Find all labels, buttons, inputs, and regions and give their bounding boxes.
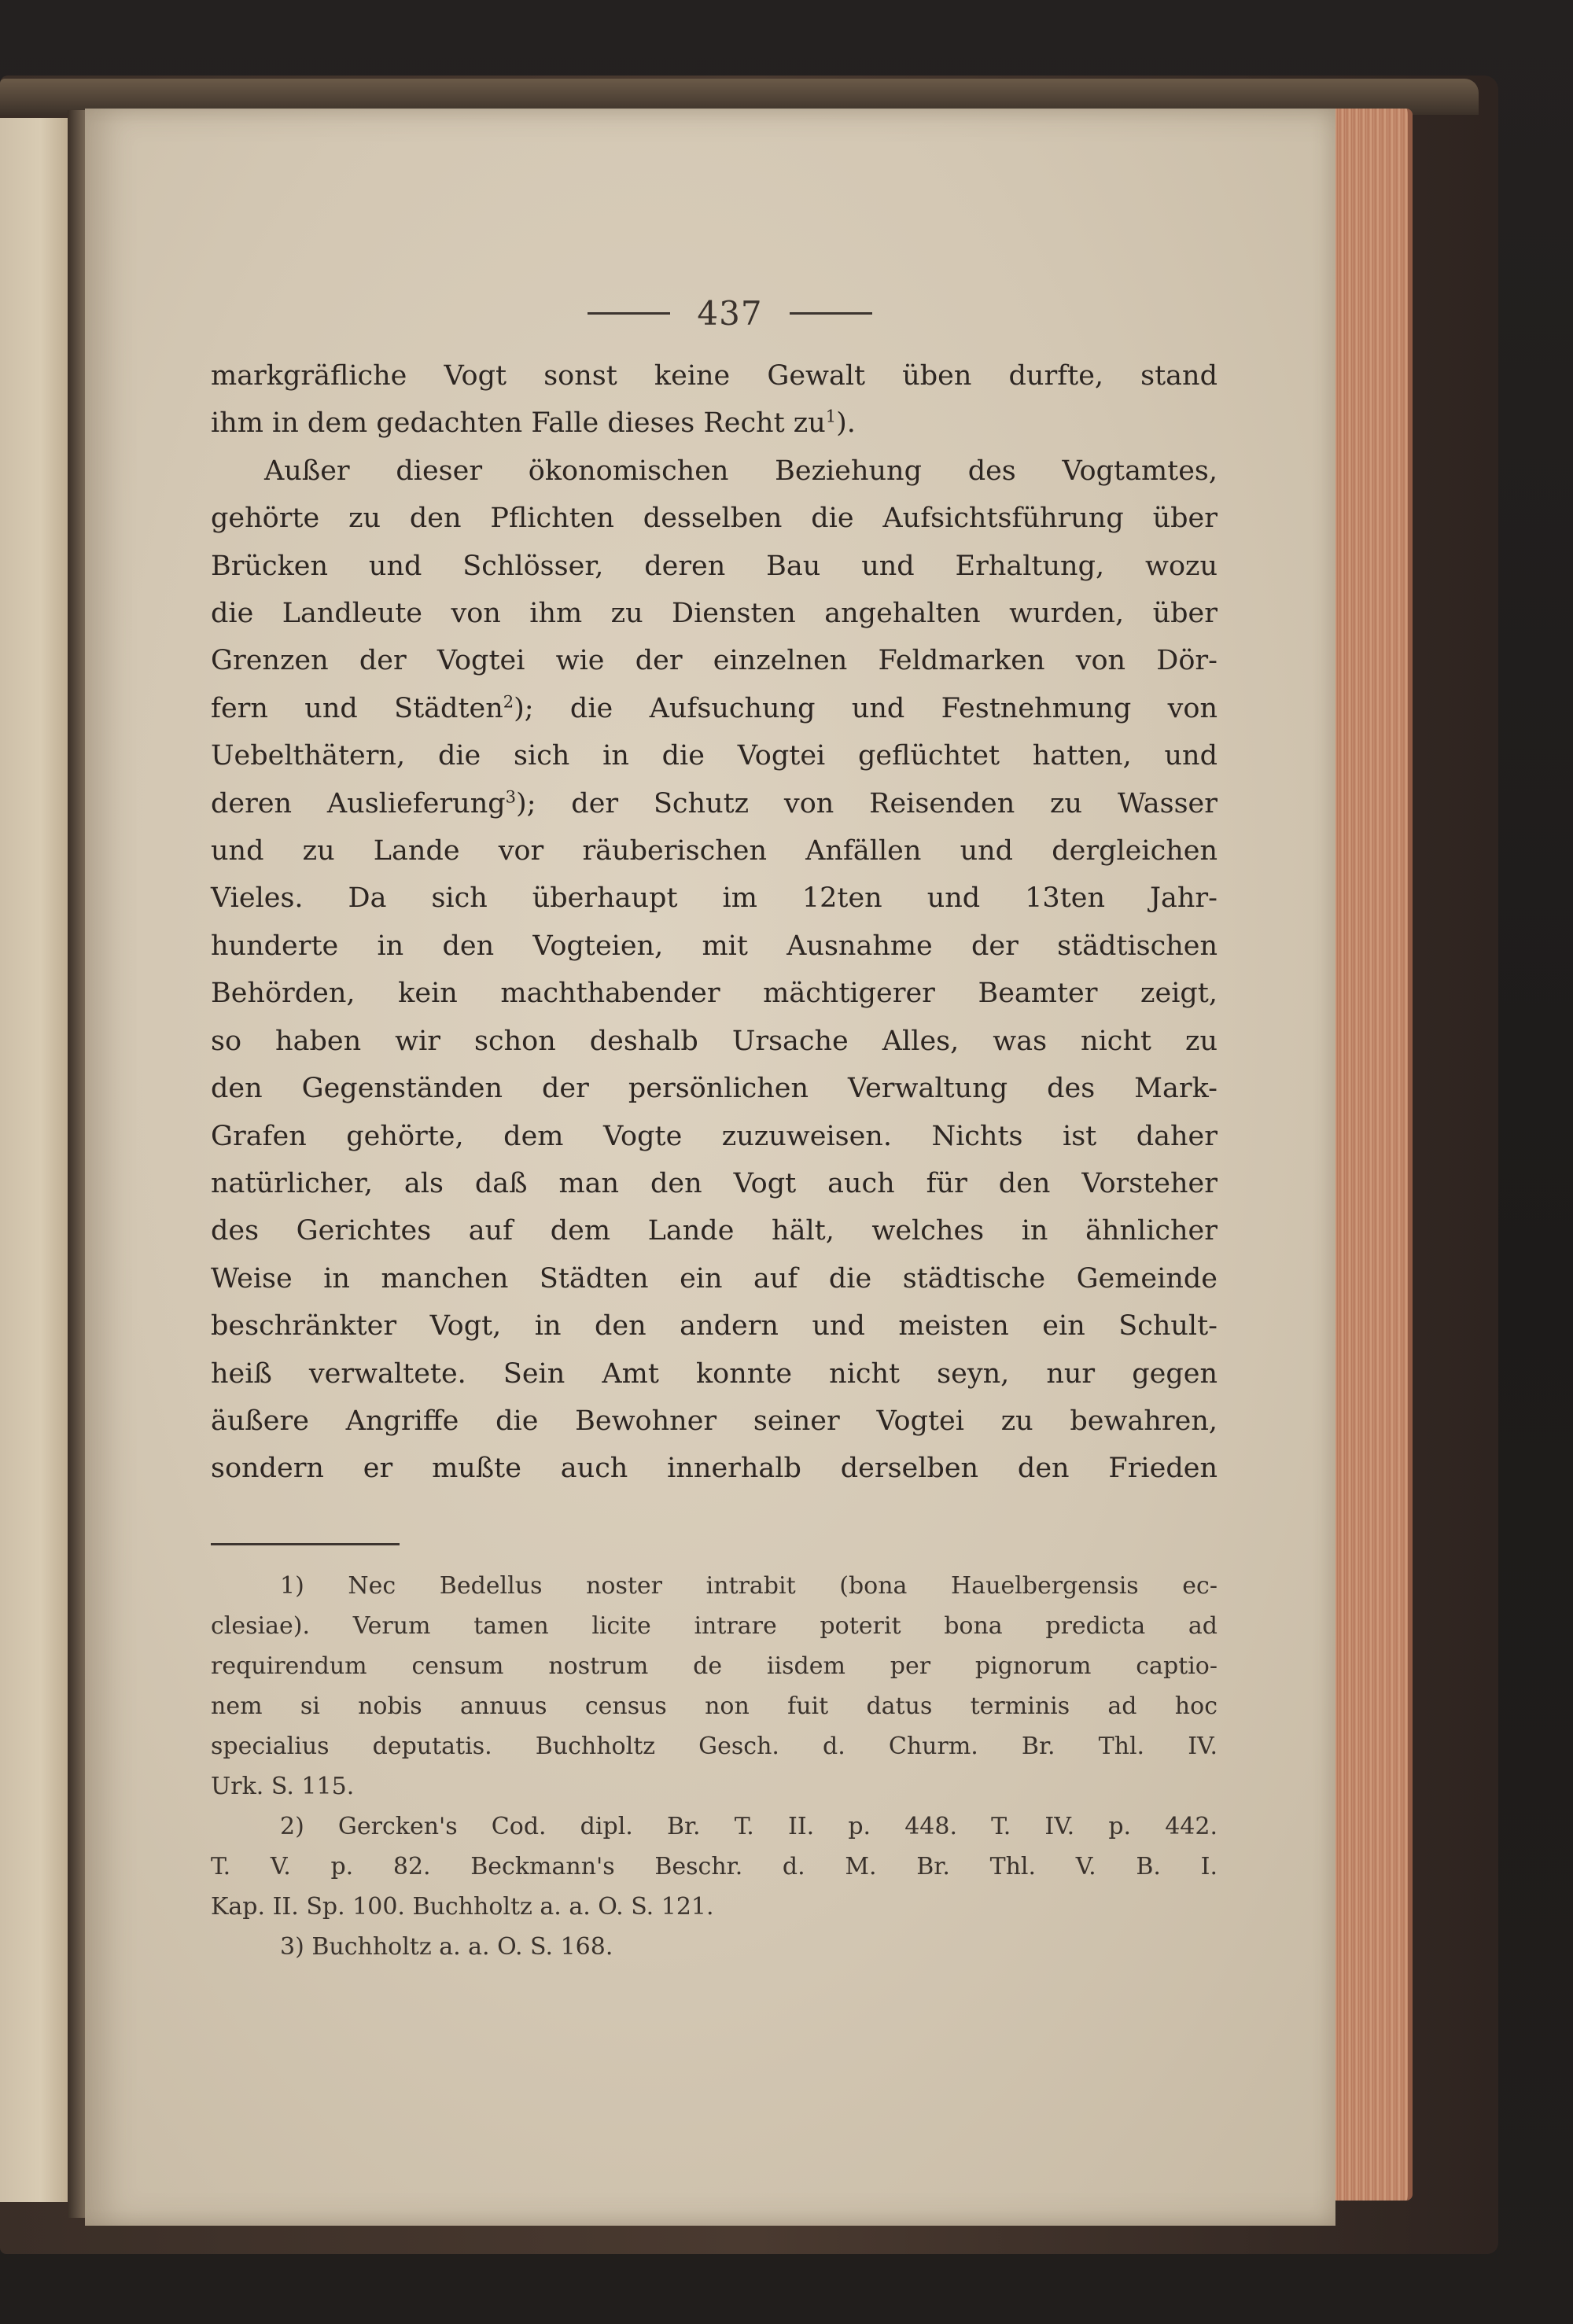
body-line-text: Uebelthätern, die sich in die Vogtei geflüchtet hatten, und	[211, 740, 1218, 772]
body-line-text: Grafen gehörte, dem Vogte zuzuweisen. Nichts ist daher	[211, 1120, 1218, 1152]
footnote-ref: 2	[503, 692, 514, 712]
footnote-line: clesiae). Verum tamen licite intrare poterit bona predicta ad	[211, 1611, 1218, 1640]
body-line	[211, 1207, 1218, 1254]
body-line-text: und zu Lande vor räuberischen Anfällen und dergleichen	[211, 835, 1218, 867]
body-line-text: Weise in manchen Städten ein auf die städtische Gemeinde	[211, 1262, 1218, 1295]
page-number: 437	[697, 293, 763, 333]
body-line-tail: ).	[836, 407, 856, 440]
body-line	[211, 1018, 1218, 1065]
body-line-text: so haben wir schon deshalb Ursache Alles, was nicht zu	[211, 1025, 1218, 1057]
body-line	[211, 685, 1218, 732]
footnote-line: 2) Gercken's Cod. dipl. Br. T. II. p. 448. T. IV. p. 442.	[280, 1812, 1218, 1840]
body-line	[211, 1398, 1218, 1445]
page-content	[211, 274, 1218, 1967]
body-line	[211, 780, 1218, 827]
footnote-line: 1) Nec Bedellus noster intrabit (bona Hauelbergensis ec-	[280, 1571, 1218, 1600]
left-page-edge	[0, 118, 71, 2202]
body-line-text: natürlicher, als daß man den Vogt auch für den Vorsteher	[211, 1167, 1218, 1199]
footnote-line: requirendum censum nostrum de iisdem per pignorum captio-	[211, 1652, 1218, 1680]
body-line-text: den Gegenständen der persönlichen Verwaltung des Mark-	[211, 1073, 1218, 1105]
body-line-text: Außer dieser ökonomischen Beziehung des Vogtamtes,	[264, 455, 1218, 487]
body-line-text: sondern er mußte auch innerhalb derselben den Frieden	[211, 1453, 1218, 1485]
page-header	[242, 274, 1218, 352]
footnote-line: 3) Buchholtz a. a. O. S. 168.	[280, 1932, 613, 1961]
body-line-text: die Landleute von ihm zu Diensten angehalten wurden, über	[211, 598, 1218, 630]
header-dash-right	[790, 312, 872, 315]
body-line-text: Grenzen der Vogtei wie der einzelnen Feldmarken von Dör-	[211, 645, 1218, 677]
body-line	[211, 543, 1218, 590]
body-line	[211, 875, 1218, 922]
body-line-text: Brücken und Schlösser, deren Bau und Erhaltung, wozu	[211, 550, 1218, 582]
body-line	[211, 590, 1218, 637]
body-line	[211, 970, 1218, 1017]
body-line	[211, 447, 1218, 495]
body-line-text: markgräfliche Vogt sonst keine Gewalt üben durfte, stand	[211, 360, 1218, 392]
body-line	[211, 1160, 1218, 1207]
body-line	[211, 827, 1218, 875]
body-line-text: heiß verwaltete. Sein Amt konnte nicht seyn, nur gegen	[211, 1357, 1218, 1390]
body-line-text: des Gerichtes auf dem Lande hält, welches in ähnlicher	[211, 1215, 1218, 1247]
header-dash-left	[588, 312, 670, 315]
body-line-text: fern und Städten	[211, 692, 503, 724]
body-line-text: hunderte in den Vogteien, mit Ausnahme der städtischen	[211, 930, 1218, 962]
footnote-line: nem si nobis annuus census non fuit datus terminis ad hoc	[211, 1692, 1218, 1720]
body-line	[211, 732, 1218, 779]
footnote-separator	[211, 1543, 400, 1545]
footnote-line: specialius deputatis. Buchholtz Gesch. d. Churm. Br. Thl. IV.	[211, 1732, 1218, 1760]
footnote-ref: 3	[505, 787, 517, 806]
body-line	[211, 400, 1218, 447]
footnote-line: Kap. II. Sp. 100. Buchholtz a. a. O. S. 121.	[211, 1892, 714, 1921]
body-line-tail: ); der Schutz von Reisenden zu Wasser	[516, 787, 1218, 819]
body-line-text: Behörden, kein machthabender mächtigerer Beamter zeigt,	[211, 978, 1218, 1010]
body-line-text: äußere Angriffe die Bewohner seiner Vogtei zu bewahren,	[211, 1405, 1218, 1437]
body-line	[211, 1255, 1218, 1302]
body-line	[211, 352, 1218, 400]
body-line	[211, 1302, 1218, 1350]
body-text	[211, 352, 1218, 1493]
right-page	[85, 109, 1335, 2226]
body-line	[211, 1113, 1218, 1160]
footnote-line: Urk. S. 115.	[211, 1772, 355, 1800]
body-line	[211, 637, 1218, 684]
body-line-tail: ); die Aufsuchung und Festnehmung von	[514, 692, 1218, 724]
body-line-text: gehörte zu den Pflichten desselben die Aufsichtsführung über	[211, 503, 1218, 535]
body-line-text: ihm in dem gedachten Falle dieses Recht zu	[211, 407, 826, 440]
footnote-line: T. V. p. 82. Beckmann's Beschr. d. M. Br. Thl. V. B. I.	[211, 1852, 1218, 1880]
body-line	[211, 1445, 1218, 1492]
body-line	[211, 495, 1218, 542]
body-line	[211, 923, 1218, 970]
body-line	[211, 1065, 1218, 1112]
body-line-text: Vieles. Da sich überhaupt im 12ten und 13ten Jahr-	[211, 882, 1218, 915]
body-line	[211, 1350, 1218, 1398]
footnote-ref: 1	[825, 407, 837, 426]
body-line-text: deren Auslieferung	[211, 787, 506, 819]
body-line-text: beschränkter Vogt, in den andern und meisten ein Schult-	[211, 1310, 1218, 1342]
footnotes	[211, 1566, 1218, 1967]
